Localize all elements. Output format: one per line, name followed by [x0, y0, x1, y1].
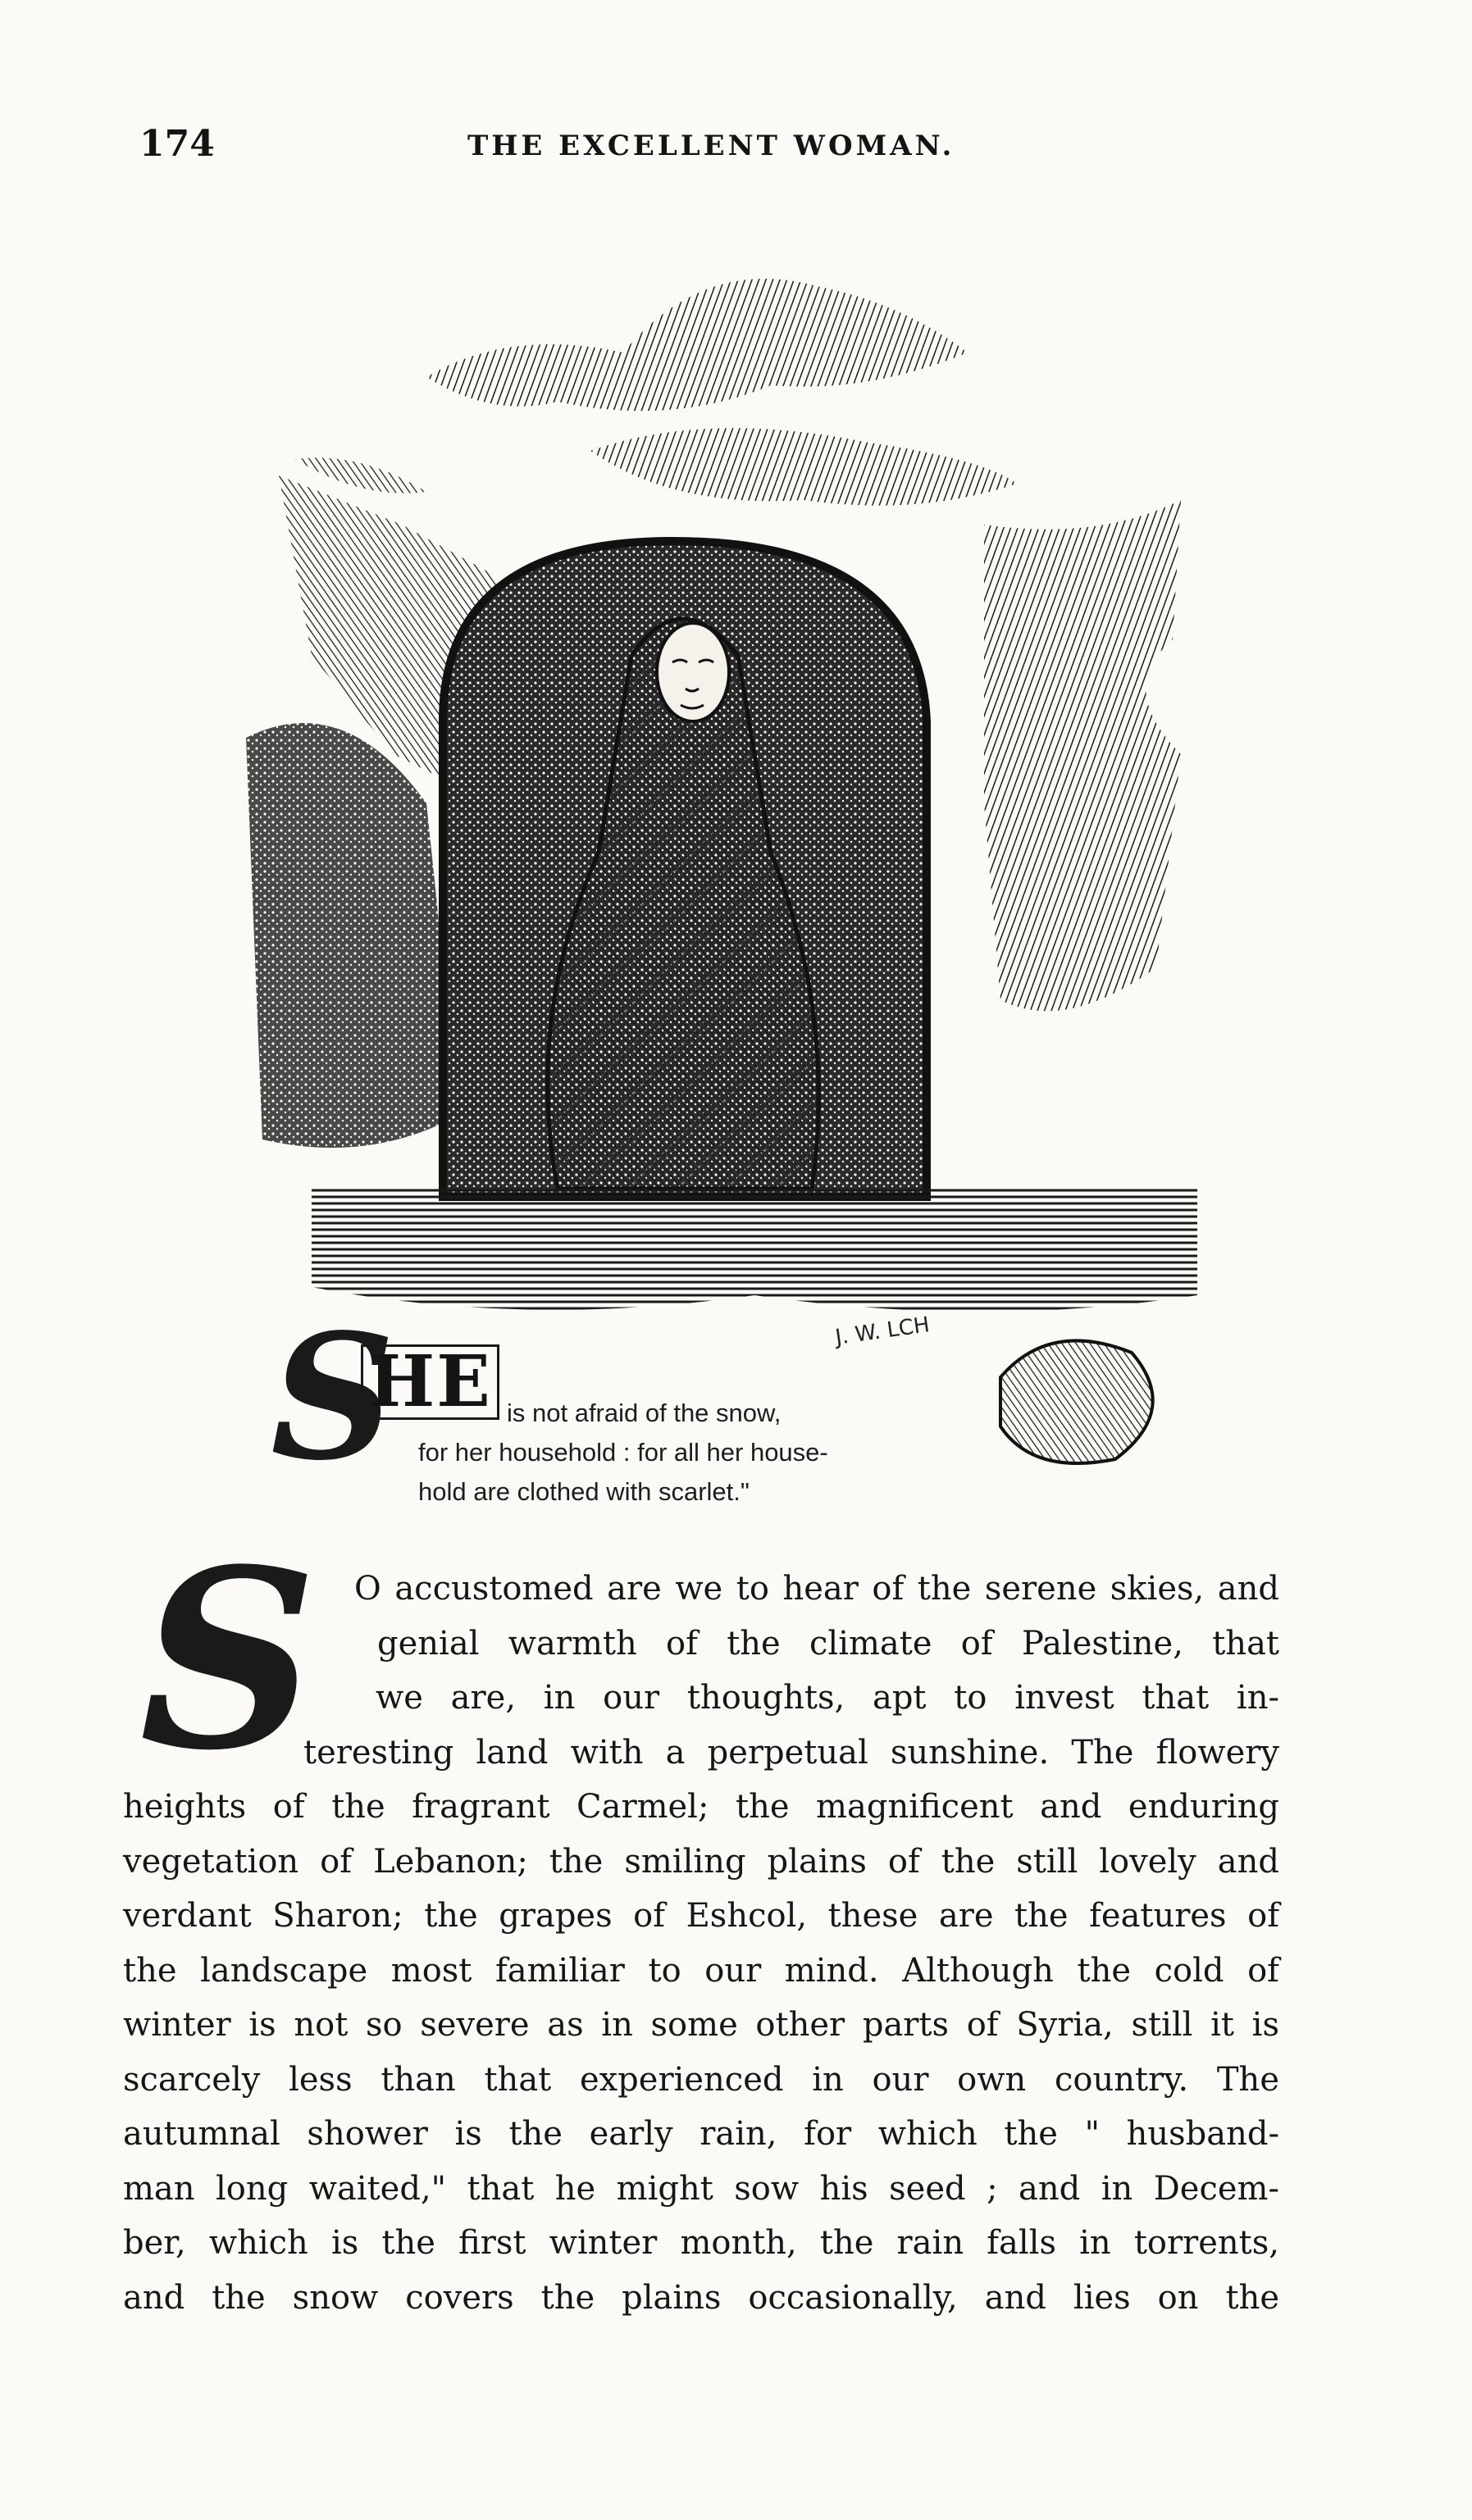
page-header [123, 123, 1287, 172]
cloud-shape [295, 457, 426, 493]
foliage-shape [984, 500, 1181, 1011]
cloud-shape [590, 428, 1017, 505]
text-line: we are, in our thoughts, apt to invest that in- [376, 1679, 1279, 1717]
text-line: ber, which is the first winter month, the rain falls in torrents, [123, 2224, 1279, 2262]
caption-initial-rest: HE [361, 1344, 499, 1420]
caption-line: for her household : for all her house- [418, 1438, 828, 1467]
text-line: autumnal shower is the early rain, for which the " husband- [123, 2115, 1279, 2153]
rock-shape [1000, 1340, 1153, 1463]
woman-face [657, 623, 729, 721]
running-title: THE EXCELLENT WOMAN. [467, 130, 955, 162]
text-line: and the snow covers the plains occasionally, and lies on the [123, 2278, 1279, 2317]
text-line: the landscape most familiar to our mind. Although the cold of [123, 1951, 1279, 1990]
illustration-caption [418, 1394, 1009, 1512]
ground-shape [312, 1189, 1197, 1312]
engraver-signature: J. W. LCH [833, 1312, 932, 1350]
text-line: teresting land with a perpetual sunshine. The flowery [303, 1733, 1279, 1772]
caption-initial: S [271, 1296, 395, 1499]
caption-line: is not afraid of the snow, [507, 1399, 782, 1427]
caption-line: hold are clothed with scarlet." [418, 1477, 750, 1506]
text-line: scarcely less than that experienced in our own country. The [123, 2060, 1279, 2099]
body-text [123, 1562, 1279, 2325]
text-line: verdant Sharon; the grapes of Eshcol, these are the features of [123, 1897, 1279, 1935]
text-line: heights of the fragrant Carmel; the magnificent and enduring [123, 1788, 1279, 1826]
text-line: O accustomed are we to hear of the serene skies, and [354, 1570, 1279, 1608]
cloud-shape [426, 279, 968, 411]
bush-shape [246, 723, 459, 1148]
page-number: 174 [139, 123, 215, 165]
text-line: winter is not so severe as in some other parts of Syria, still it is [123, 2006, 1279, 2044]
text-line: genial warmth of the climate of Palestine, that [377, 1624, 1279, 1663]
drop-cap-letter: S [139, 1515, 317, 1804]
text-line: vegetation of Lebanon; the smiling plains of the still lovely and [123, 1842, 1279, 1881]
text-line: man long waited," that he might sow his seed ; and in Decem- [123, 2169, 1279, 2208]
